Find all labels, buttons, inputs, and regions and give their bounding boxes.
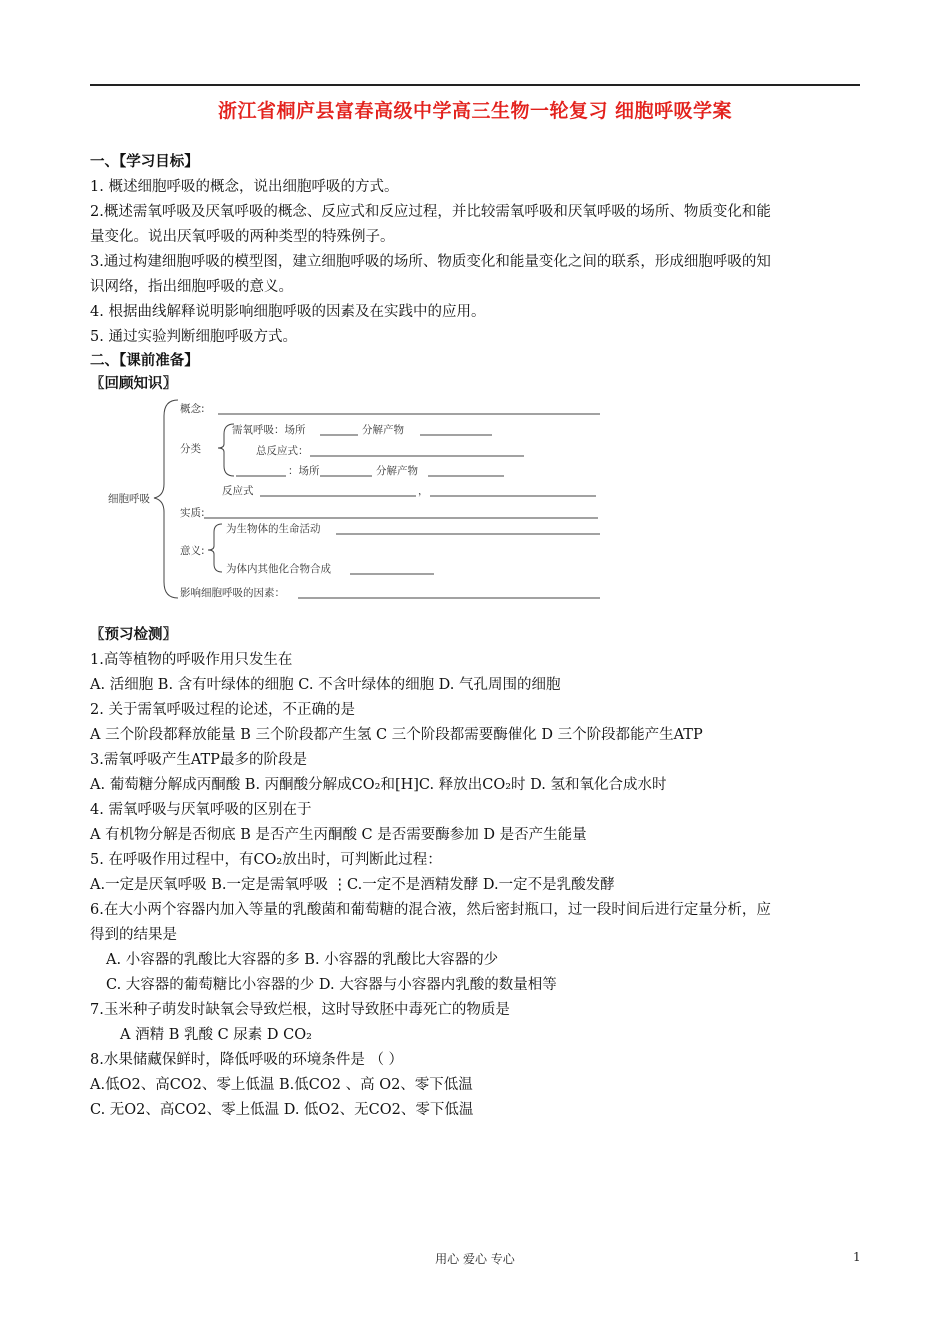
header-rule (90, 84, 860, 86)
objective-item: 2.概述需氧呼吸及厌氧呼吸的概念、反应式和反应过程，并比较需氧呼吸和厌氧呼吸的场所、物质变化和能 (90, 204, 771, 220)
section1-heading: 一、【学习目标】 (90, 154, 199, 170)
question-line: 7.玉米种子萌发时缺氧会导致烂根，这时导致胚中毒死亡的物质是 (90, 1002, 510, 1018)
objective-item: 量变化。说出厌氧呼吸的两种类型的特殊例子。 (90, 229, 395, 245)
concept-map-diagram (100, 396, 610, 606)
question-line: C. 无O2、高CO2、零上低温 D. 低O2、无CO2、零下低温 (90, 1102, 474, 1118)
question-line: A. 小容器的乳酸比大容器的多 B. 小容器的乳酸比大容器的少 (106, 952, 499, 968)
diagram-factors-label: 影响细胞呼吸的因素： (180, 587, 285, 599)
page-footer: 用心 爱心 专心 (435, 1252, 515, 1266)
objective-item: 1. 概述细胞呼吸的概念，说出细胞呼吸的方式。 (90, 179, 399, 195)
diagram-comma: ， (418, 485, 429, 497)
diagram-meaning1-label: 为生物体的生命活动 (226, 523, 321, 535)
objective-item: 3.通过构建细胞呼吸的模型图，建立细胞呼吸的场所、物质变化和能量变化之间的联系，形成细胞呼吸的知 (90, 254, 771, 270)
diagram-anaerobic-site-label: ：场所 (288, 465, 320, 477)
question-line: 3.需氧呼吸产生ATP最多的阶段是 (90, 752, 307, 768)
diagram-concept-label: 概念: (180, 403, 205, 415)
question-line: A. 葡萄糖分解成丙酮酸 B. 丙酮酸分解成CO₂和[H]C. 释放出CO₂时 D. 氢和氧化合成水时 (90, 777, 667, 793)
diagram-meaning-label: 意义: (180, 545, 205, 557)
objective-item: 4. 根据曲线解释说明影响细胞呼吸的因素及在实践中的应用。 (90, 304, 486, 320)
diagram-essence-label: 实质: (180, 507, 205, 519)
diagram-products2-label: 分解产物 (376, 465, 418, 477)
diagram-total-eq-label: 总反应式： (256, 445, 309, 457)
question-line: 5. 在呼吸作用过程中，有CO₂放出时，可判断此过程： (90, 852, 442, 868)
question-line: A.一定是厌氧呼吸 B.一定是需氧呼吸 ⋮C.一定不是酒精发酵 D.一定不是乳酸发酵 (90, 877, 615, 893)
question-line: 得到的结果是 (90, 927, 177, 943)
diagram-meaning2-label: 为体内其他化合物合成 (226, 563, 331, 575)
question-line: A 三个阶段都释放能量 B 三个阶段都产生氢 C 三个阶段都需要酶催化 D 三个阶段都能产生ATP (90, 727, 703, 743)
question-line: A.低O2、高CO2、零上低温 B.低CO2 、高 O2、零下低温 (90, 1077, 473, 1093)
question-line: 2. 关于需氧呼吸过程的论述，不正确的是 (90, 702, 355, 718)
section2-heading: 二、【课前准备】 (90, 353, 199, 369)
question-line: A. 活细胞 B. 含有叶绿体的细胞 C. 不含叶绿体的细胞 D. 气孔周围的细胞 (90, 677, 561, 693)
objective-item: 识网络，指出细胞呼吸的意义。 (90, 279, 293, 295)
question-line: 4. 需氧呼吸与厌氧呼吸的区别在于 (90, 802, 312, 818)
question-line: C. 大容器的葡萄糖比小容器的少 D. 大容器与小容器内乳酸的数量相等 (106, 977, 557, 993)
diagram-aerobic-label: 需氧呼吸：场所 (232, 424, 306, 436)
diagram-reaction-label: 反应式 (222, 485, 254, 497)
diagram-products1-label: 分解产物 (362, 424, 404, 436)
question-line: A 酒精 B 乳酸 C 尿素 D CO₂ (120, 1027, 312, 1043)
question-line: 1.高等植物的呼吸作用只发生在 (90, 652, 293, 668)
review-heading: 〖回顾知识〗 (90, 376, 177, 392)
page-number: 1 (853, 1250, 861, 1264)
diagram-classify-label: 分类 (180, 443, 201, 455)
question-line: 8.水果储藏保鲜时，降低呼吸的环境条件是 （ ） (90, 1052, 404, 1068)
diagram-root-label: 细胞呼吸 (108, 493, 150, 505)
question-line: A 有机物分解是否彻底 B 是否产生丙酮酸 C 是否需要酶参加 D 是否产生能量 (90, 827, 587, 843)
objective-item: 5. 通过实验判断细胞呼吸方式。 (90, 329, 297, 345)
question-line: 6.在大小两个容器内加入等量的乳酸菌和葡萄糖的混合液，然后密封瓶口，过一段时间后进行定量分析，应 (90, 902, 771, 918)
preview-heading: 〖预习检测〗 (90, 627, 177, 643)
page-title: 浙江省桐庐县富春高级中学高三生物一轮复习 细胞呼吸学案 (217, 100, 733, 122)
